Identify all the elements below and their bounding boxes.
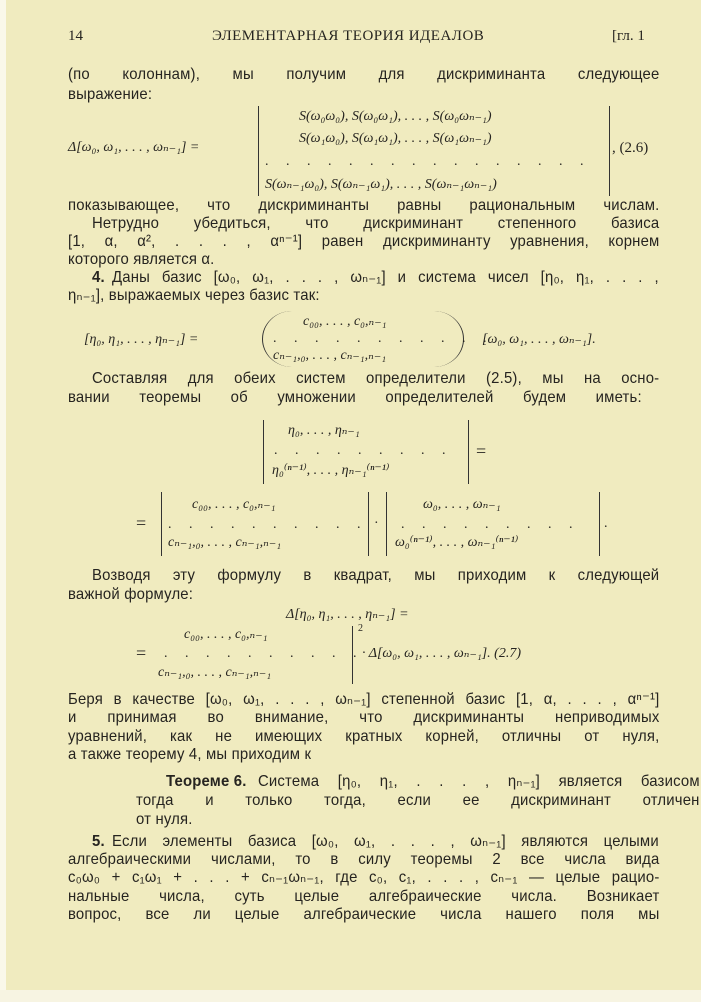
power-exponent: 2 bbox=[358, 623, 363, 634]
eq26-row: S(ω₁ω₀), S(ω₁ω₁), . . . , S(ω₁ωₙ₋₁) bbox=[299, 131, 492, 146]
text-line: Возводя эту формулу в квадрат, мы приходим к следующей bbox=[92, 567, 660, 584]
theorem-text: Система [η₀, η₁, . . . , ηₙ₋₁] является базисом bbox=[258, 773, 700, 790]
matrix-row: c₀₀, . . . , c₀,ₙ₋₁ bbox=[303, 314, 387, 329]
eq26-lhs: Δ[ω₀, ω₁, . . . , ωₙ₋₁] = bbox=[68, 140, 200, 155]
eq27-determinant bbox=[158, 626, 385, 684]
det-dots: . . . . . . . . . . bbox=[168, 517, 368, 532]
eq26-determinant bbox=[258, 106, 610, 196]
text-line: Составляя для обеих систем определители (2.5), мы на осно- bbox=[92, 370, 660, 387]
eta-determinant bbox=[263, 420, 469, 484]
item-number: 5. bbox=[92, 833, 105, 850]
c-determinant bbox=[161, 492, 369, 556]
text-line: вании теоремы об умножении определителей будем иметь: bbox=[68, 389, 642, 406]
det-row: ω₀, . . . , ωₙ₋₁ bbox=[423, 497, 501, 512]
equals-sign: = bbox=[136, 643, 147, 663]
text-line: [1, α, α², . . . , αⁿ⁻¹] равен дискриминанту уравнения, корнем bbox=[68, 233, 660, 250]
matrix-row: cₙ₋₁,₀, . . . , cₙ₋₁,ₙ₋₁ bbox=[273, 348, 387, 363]
theorem-label: Теореме 6. bbox=[166, 773, 247, 790]
det-row: η₀⁽ⁿ⁻¹⁾, . . . , ηₙ₋₁⁽ⁿ⁻¹⁾ bbox=[272, 463, 390, 478]
text-line: вопрос, все ли целые алгебраические числа нашего поля мы bbox=[68, 906, 660, 923]
eq27-lhs: Δ[η₀, η₁, . . . , ηₙ₋₁] = bbox=[286, 607, 409, 622]
text-line: уравнений, как не имеющих кратных корней, отличны от нуля, bbox=[68, 728, 660, 745]
text-line: важной формуле: bbox=[68, 586, 194, 603]
eq26-dots: . . . . . . . . . . . . . . . . bbox=[265, 154, 591, 169]
text-line: c₀ω₀ + c₁ω₁ + . . . + cₙ₋₁ωₙ₋₁, где c₀, c₁, . . . , cₙ₋₁ — целые рацио- bbox=[68, 869, 660, 886]
det-row: η₀, . . . , ηₙ₋₁ bbox=[288, 423, 360, 438]
page-number: 14 bbox=[68, 28, 83, 44]
page-bottom-margin bbox=[0, 990, 701, 1002]
text-line: Даны базис [ω₀, ω₁, . . . , ωₙ₋₁] и система чисел [η₀, η₁, . . . , bbox=[112, 269, 659, 286]
running-title: ЭЛЕМЕНТАРНАЯ ТЕОРИЯ ИДЕАЛОВ bbox=[212, 28, 485, 44]
matrix-dots: . . . . . . . . . . . bbox=[273, 331, 494, 346]
det-row: ω₀⁽ⁿ⁻¹⁾, . . . , ωₙ₋₁⁽ⁿ⁻¹⁾ bbox=[395, 535, 519, 550]
end-period: . bbox=[604, 516, 608, 531]
item-number: 4. bbox=[92, 269, 105, 286]
equals-sign: = bbox=[136, 513, 147, 533]
eq26-label: , (2.6) bbox=[612, 140, 649, 156]
text-line: а также теорему 4, мы приходим к bbox=[68, 746, 312, 763]
eq26-row: S(ω₀ω₀), S(ω₀ω₁), . . . , S(ω₀ωₙ₋₁) bbox=[299, 109, 492, 124]
transform-rhs: [ω₀, ω₁, . . . , ωₙ₋₁]. bbox=[482, 332, 596, 347]
text-line: выражение: bbox=[68, 86, 153, 103]
text-line: алгебраическими числами, то в силу теоремы 2 все числа вида bbox=[68, 851, 660, 868]
omega-determinant bbox=[386, 492, 600, 556]
theorem-text: тогда и только тогда, если ее дискриминант отличен bbox=[136, 792, 700, 809]
multiply-dot: · bbox=[374, 516, 379, 531]
text-line: нальные числа, суть целые алгебраические числа. Возникает bbox=[68, 888, 660, 905]
text-line: (по колоннам), мы получим для дискриминанта следующее bbox=[68, 66, 660, 83]
text-line: Нетрудно убедиться, что дискриминант степенного базиса bbox=[92, 215, 660, 232]
text-line: показывающее, что дискриминанты равны рациональным числам. bbox=[68, 197, 660, 214]
transform-matrix bbox=[262, 311, 494, 367]
text-line: которого является α. bbox=[68, 251, 215, 268]
text-line: Беря в качестве [ω₀, ω₁, . . . , ωₙ₋₁] степенной базис [1, α, . . . , αⁿ⁻¹] bbox=[68, 691, 660, 708]
theorem-text: от нуля. bbox=[136, 811, 193, 828]
det-row: cₙ₋₁,₀, . . . , cₙ₋₁,ₙ₋₁ bbox=[158, 665, 272, 680]
equals-sign: = bbox=[476, 441, 487, 461]
det-dots: . . . . . . . . . . . bbox=[164, 646, 385, 661]
text-line: и принимая во внимание, что дискриминанты неприводимых bbox=[68, 709, 660, 726]
page-edge bbox=[0, 0, 6, 1002]
det-row: cₙ₋₁,₀, . . . , cₙ₋₁,ₙ₋₁ bbox=[168, 535, 282, 550]
text-line: ηₙ₋₁], выражаемых через базис так: bbox=[68, 287, 320, 304]
det-dots: . . . . . . . . . bbox=[274, 443, 453, 458]
transform-lhs: [η₀, η₁, . . . , ηₙ₋₁] = bbox=[84, 332, 199, 347]
chapter-label: [гл. 1 bbox=[612, 28, 645, 44]
eq26-row: S(ωₙ₋₁ω₀), S(ωₙ₋₁ω₁), . . . , S(ωₙ₋₁ωₙ₋₁) bbox=[265, 177, 497, 192]
det-dots: . . . . . . . . . bbox=[401, 517, 580, 532]
text-line: Если элементы базиса [ω₀, ω₁, . . . , ωₙ₋₁] являются целыми bbox=[112, 833, 659, 850]
det-row: c₀₀, . . . , c₀,ₙ₋₁ bbox=[192, 497, 276, 512]
eq27-rhs: · Δ[ω₀, ω₁, . . . , ωₙ₋₁]. (2.7) bbox=[362, 646, 522, 661]
det-row: c₀₀, . . . , c₀,ₙ₋₁ bbox=[184, 627, 268, 642]
